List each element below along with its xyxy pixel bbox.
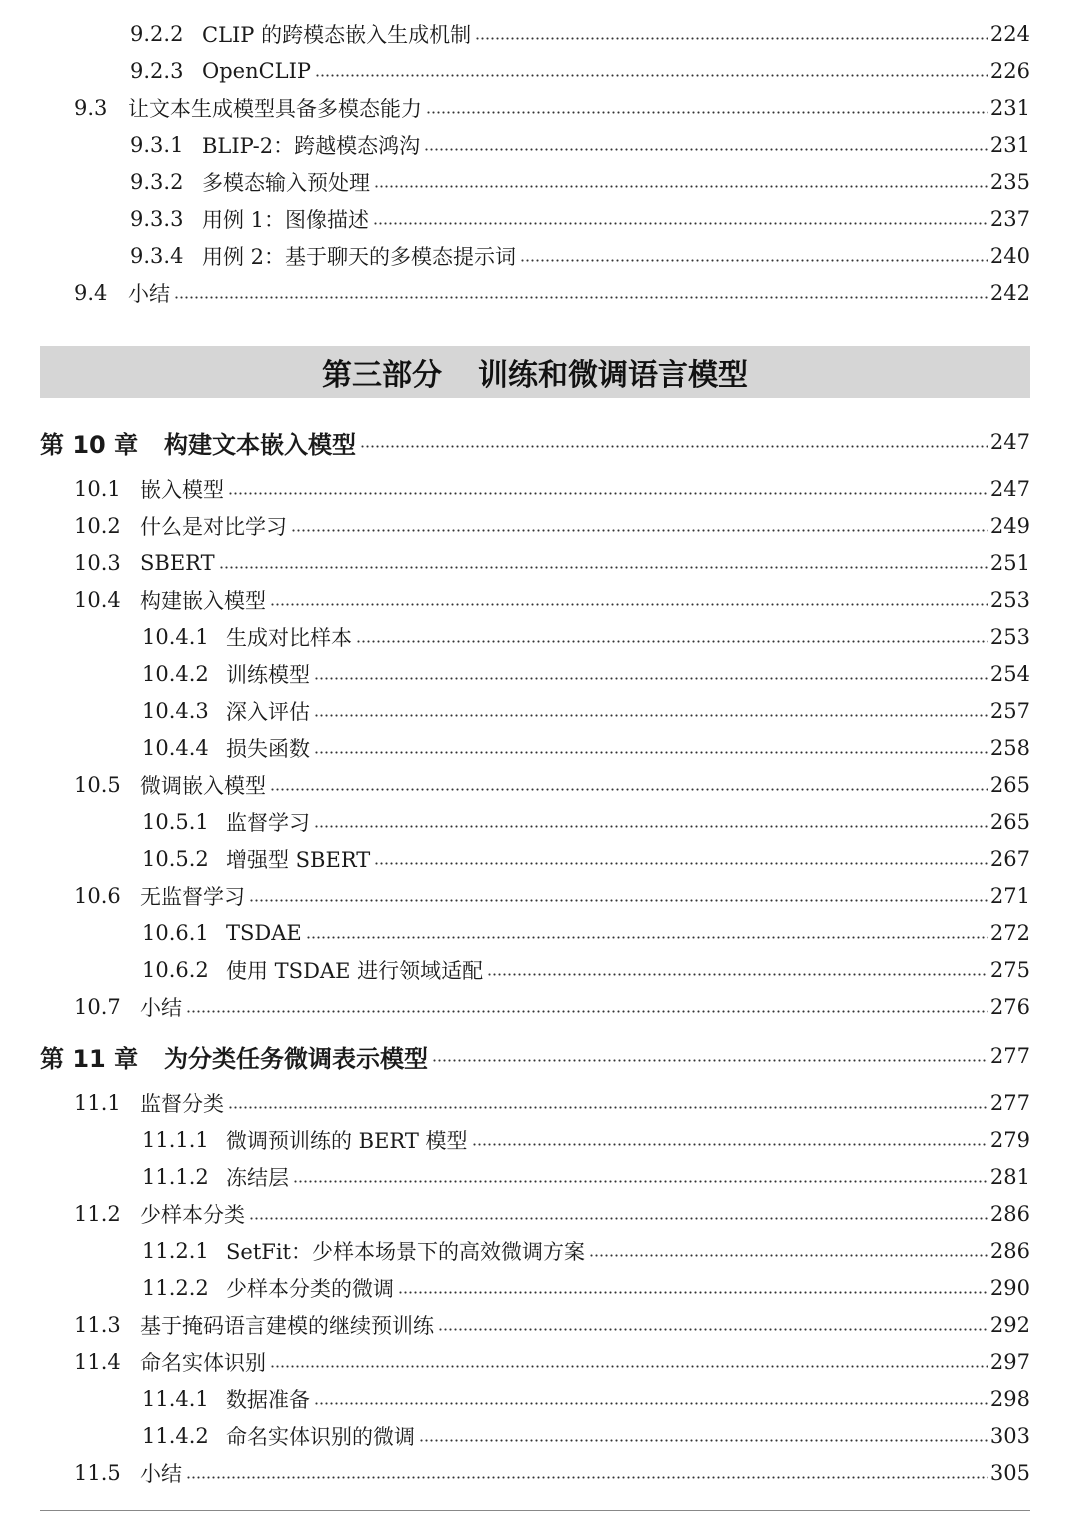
entry-number: 10.4 xyxy=(74,588,121,612)
part-banner xyxy=(40,346,1030,398)
entry-number: 11.4.2 xyxy=(142,1424,209,1448)
toc-entry[interactable] xyxy=(142,953,1030,987)
toc-entry[interactable] xyxy=(142,620,1030,654)
part-title: 训练和微调语言模型 xyxy=(478,358,748,393)
entry-title: 构建嵌入模型 xyxy=(140,589,266,613)
entry-number: 10.6.2 xyxy=(142,958,209,982)
toc-entry[interactable] xyxy=(130,17,1030,51)
dot-leader xyxy=(270,603,988,606)
toc-entry[interactable] xyxy=(142,1123,1030,1157)
toc-entry[interactable] xyxy=(130,54,1030,88)
entry-number: 10.4.3 xyxy=(142,699,209,723)
entry-title: 基于掩码语言建模的继续预训练 xyxy=(140,1314,434,1338)
entry-page: 237 xyxy=(989,207,1030,231)
entry-page: 267 xyxy=(989,847,1030,871)
entry-number: 11.3 xyxy=(74,1313,121,1337)
entry-title: 监督学习 xyxy=(226,811,310,835)
entry-number: 10.5.2 xyxy=(142,847,209,871)
entry-title: OpenCLIP xyxy=(202,59,312,83)
entry-page: 281 xyxy=(989,1165,1030,1189)
toc-entry[interactable] xyxy=(142,731,1030,765)
entry-page: 298 xyxy=(989,1387,1030,1411)
dot-leader xyxy=(314,751,988,754)
entry-page: 242 xyxy=(989,281,1030,305)
entry-page: 286 xyxy=(989,1202,1030,1226)
toc-entry[interactable] xyxy=(74,1086,1030,1120)
entry-title: 微调预训练的 BERT 模型 xyxy=(226,1129,468,1153)
part-label: 第三部分 xyxy=(322,358,442,393)
entry-number: 10.4.4 xyxy=(142,736,209,760)
entry-title: 什么是对比学习 xyxy=(140,515,287,539)
chapter-title: 为分类任务微调表示模型 xyxy=(164,1044,428,1073)
toc-entry[interactable] xyxy=(74,583,1030,617)
entry-title: 无监督学习 xyxy=(140,885,245,909)
chapter-number: 第 11 章 xyxy=(40,1044,139,1073)
entry-title: 嵌入模型 xyxy=(140,478,224,502)
entry-title: 用例 1：图像描述 xyxy=(202,208,370,232)
entry-page: 231 xyxy=(989,133,1030,157)
entry-page: 297 xyxy=(989,1350,1030,1374)
entry-number: 10.2 xyxy=(74,514,121,538)
entry-page: 226 xyxy=(989,59,1030,83)
dot-leader xyxy=(293,1180,988,1183)
entry-title: 冻结层 xyxy=(226,1166,289,1190)
dot-leader xyxy=(306,936,988,939)
entry-page: 258 xyxy=(989,736,1030,760)
dot-leader xyxy=(186,1476,988,1479)
dot-leader xyxy=(174,296,988,299)
entry-number: 9.3.1 xyxy=(130,133,184,157)
entry-page: 277 xyxy=(989,1044,1030,1068)
entry-title: 深入评估 xyxy=(226,700,310,724)
entry-title: 微调嵌入模型 xyxy=(140,774,266,798)
toc-entry[interactable] xyxy=(142,657,1030,691)
dot-leader xyxy=(360,445,988,448)
toc-entry[interactable] xyxy=(130,239,1030,273)
entry-page: 271 xyxy=(989,884,1030,908)
entry-title: 让文本生成模型具备多模态能力 xyxy=(128,97,422,121)
entry-title: 损失函数 xyxy=(226,737,310,761)
dot-leader xyxy=(520,259,988,262)
toc-entry[interactable] xyxy=(74,546,1030,580)
dot-leader xyxy=(314,825,988,828)
entry-title: 使用 TSDAE 进行领域适配 xyxy=(226,959,484,983)
toc-entry[interactable] xyxy=(74,472,1030,506)
toc-entry[interactable] xyxy=(74,276,1030,310)
entry-number: 11.1 xyxy=(74,1091,121,1115)
entry-title: 命名实体识别 xyxy=(140,1351,266,1375)
toc-entry[interactable] xyxy=(142,694,1030,728)
toc-entry[interactable] xyxy=(142,1234,1030,1268)
toc-entry[interactable] xyxy=(142,1271,1030,1305)
bottom-divider xyxy=(40,1510,1030,1511)
entry-title: 数据准备 xyxy=(226,1388,310,1412)
entry-title: 少样本分类 xyxy=(140,1203,245,1227)
entry-page: 265 xyxy=(989,810,1030,834)
toc-entry[interactable] xyxy=(74,1197,1030,1231)
dot-leader xyxy=(314,714,988,717)
entry-number: 10.4.2 xyxy=(142,662,209,686)
dot-leader xyxy=(424,148,988,151)
dot-leader xyxy=(249,1217,988,1220)
entry-number: 9.3.4 xyxy=(130,244,184,268)
dot-leader xyxy=(398,1291,988,1294)
entry-number: 11.4 xyxy=(74,1350,121,1374)
dot-leader xyxy=(314,1402,988,1405)
entry-title: 生成对比样本 xyxy=(226,626,352,650)
entry-page: 286 xyxy=(989,1239,1030,1263)
entry-page: 277 xyxy=(989,1091,1030,1115)
entry-page: 224 xyxy=(989,22,1030,46)
entry-page: 303 xyxy=(989,1424,1030,1448)
dot-leader xyxy=(270,788,988,791)
toc-entry[interactable] xyxy=(74,1456,1030,1490)
toc-entry[interactable] xyxy=(142,916,1030,950)
entry-title: BLIP-2：跨越模态鸿沟 xyxy=(202,134,421,158)
dot-leader xyxy=(589,1254,988,1257)
dot-leader xyxy=(432,1059,988,1062)
chapter-title: 构建文本嵌入模型 xyxy=(164,430,356,459)
entry-number: 10.5 xyxy=(74,773,121,797)
entry-title: 训练模型 xyxy=(226,663,310,687)
dot-leader xyxy=(291,529,988,532)
toc-entry[interactable] xyxy=(142,805,1030,839)
dot-leader xyxy=(228,492,988,495)
entry-number: 9.3 xyxy=(74,96,108,120)
entry-number: 10.7 xyxy=(74,995,121,1019)
entry-title: SBERT xyxy=(140,551,215,575)
entry-title: 增强型 SBERT xyxy=(226,848,371,872)
entry-number: 11.2.1 xyxy=(142,1239,209,1263)
entry-title: TSDAE xyxy=(226,921,302,945)
dot-leader xyxy=(373,222,988,225)
entry-page: 257 xyxy=(989,699,1030,723)
toc-entry[interactable] xyxy=(130,165,1030,199)
toc-entry[interactable] xyxy=(74,1308,1030,1342)
entry-page: 247 xyxy=(989,477,1030,501)
toc-entry[interactable] xyxy=(130,202,1030,236)
entry-title: 少样本分类的微调 xyxy=(226,1277,394,1301)
entry-number: 9.3.2 xyxy=(130,170,184,194)
chapter-entry[interactable] xyxy=(40,425,1030,459)
toc-entry[interactable] xyxy=(74,990,1030,1024)
dot-leader xyxy=(228,1106,988,1109)
dot-leader xyxy=(186,1010,988,1013)
entry-page: 247 xyxy=(989,430,1030,454)
entry-page: 235 xyxy=(989,170,1030,194)
entry-page: 253 xyxy=(989,625,1030,649)
entry-page: 265 xyxy=(989,773,1030,797)
dot-leader xyxy=(438,1328,988,1331)
dot-leader xyxy=(426,111,988,114)
entry-page: 276 xyxy=(989,995,1030,1019)
entry-number: 9.2.2 xyxy=(130,22,184,46)
toc-entry[interactable] xyxy=(142,1160,1030,1194)
entry-number: 10.6 xyxy=(74,884,121,908)
entry-title: 小结 xyxy=(140,996,182,1020)
entry-number: 10.5.1 xyxy=(142,810,209,834)
entry-number: 9.3.3 xyxy=(130,207,184,231)
entry-title: 小结 xyxy=(128,282,170,306)
dot-leader xyxy=(270,1365,988,1368)
chapter-entry[interactable] xyxy=(40,1039,1030,1073)
entry-number: 10.4.1 xyxy=(142,625,209,649)
chapter-number: 第 10 章 xyxy=(40,430,139,459)
entry-page: 254 xyxy=(989,662,1030,686)
entry-page: 249 xyxy=(989,514,1030,538)
entry-title: 多模态输入预处理 xyxy=(202,171,370,195)
entry-title: 用例 2：基于聊天的多模态提示词 xyxy=(202,245,517,269)
entry-number: 11.1.1 xyxy=(142,1128,209,1152)
toc-entry[interactable] xyxy=(142,1382,1030,1416)
toc-entry[interactable] xyxy=(74,879,1030,913)
entry-title: 监督分类 xyxy=(140,1092,224,1116)
dot-leader xyxy=(219,566,988,569)
dot-leader xyxy=(374,862,988,865)
entry-page: 240 xyxy=(989,244,1030,268)
entry-page: 290 xyxy=(989,1276,1030,1300)
dot-leader xyxy=(472,1143,988,1146)
dot-leader xyxy=(249,899,988,902)
entry-number: 9.4 xyxy=(74,281,108,305)
toc-entry[interactable] xyxy=(142,1419,1030,1453)
entry-page: 253 xyxy=(989,588,1030,612)
dot-leader xyxy=(374,185,988,188)
entry-title: CLIP 的跨模态嵌入生成机制 xyxy=(202,23,472,47)
entry-number: 11.4.1 xyxy=(142,1387,209,1411)
toc-entry[interactable] xyxy=(130,128,1030,162)
entry-number: 10.1 xyxy=(74,477,121,501)
dot-leader xyxy=(475,37,988,40)
entry-page: 292 xyxy=(989,1313,1030,1337)
toc-entry[interactable] xyxy=(74,91,1030,125)
entry-page: 231 xyxy=(989,96,1030,120)
toc-entry[interactable] xyxy=(142,842,1030,876)
entry-page: 279 xyxy=(989,1128,1030,1152)
entry-number: 10.6.1 xyxy=(142,921,209,945)
entry-page: 272 xyxy=(989,921,1030,945)
toc-entry[interactable] xyxy=(74,768,1030,802)
entry-page: 251 xyxy=(989,551,1030,575)
dot-leader xyxy=(356,640,988,643)
entry-title: SetFit：少样本场景下的高效微调方案 xyxy=(226,1240,585,1264)
entry-number: 11.2.2 xyxy=(142,1276,209,1300)
entry-page: 305 xyxy=(989,1461,1030,1485)
entry-number: 11.1.2 xyxy=(142,1165,209,1189)
entry-title: 小结 xyxy=(140,1462,182,1486)
dot-leader xyxy=(315,74,988,77)
toc-entry[interactable] xyxy=(74,1345,1030,1379)
entry-title: 命名实体识别的微调 xyxy=(226,1425,415,1449)
entry-number: 11.5 xyxy=(74,1461,121,1485)
entry-page: 275 xyxy=(989,958,1030,982)
dot-leader xyxy=(487,973,988,976)
entry-number: 9.2.3 xyxy=(130,59,184,83)
entry-number: 10.3 xyxy=(74,551,121,575)
toc-entry[interactable] xyxy=(74,509,1030,543)
dot-leader xyxy=(314,677,988,680)
dot-leader xyxy=(419,1439,988,1442)
entry-number: 11.2 xyxy=(74,1202,121,1226)
